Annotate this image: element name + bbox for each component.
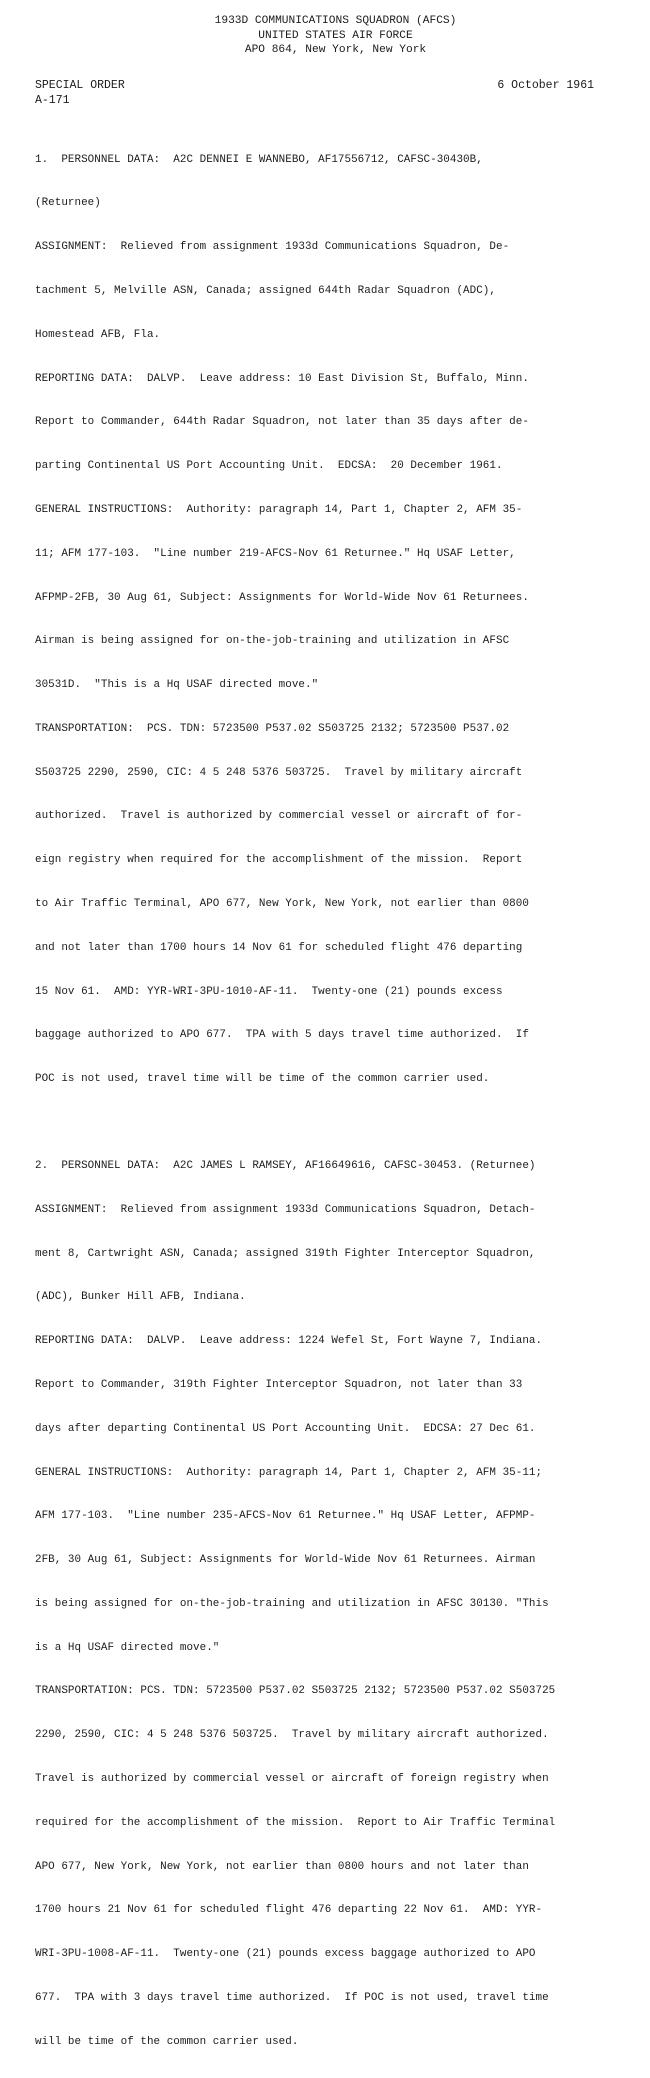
paragraph-line: tachment 5, Melville ASN, Canada; assigned 644th Radar Squadron (ADC), (35, 285, 496, 298)
paragraph-line: TRANSPORTATION: PCS. TDN: 5723500 P537.02 S503725 2132; 5723500 P537.02 S503725 (35, 1685, 556, 1698)
paragraph-line: (Returnee) (35, 197, 101, 210)
paragraph-line: eign registry when required for the accomplishment of the mission. Report (35, 854, 523, 867)
paragraph-line: baggage authorized to APO 677. TPA with 5 days travel time authorized. If (35, 1029, 529, 1042)
paragraph-line: ASSIGNMENT: Relieved from assignment 1933d Communications Squadron, De- (35, 241, 510, 254)
paragraph-line: parting Continental US Port Accounting Unit. EDCSA: 20 December 1961. (35, 460, 503, 473)
order-type: SPECIAL ORDER (35, 78, 125, 92)
paragraph-line: authorized. Travel is authorized by commercial vessel or aircraft of for- (35, 810, 523, 823)
paragraph-line: is a Hq USAF directed move." (35, 1641, 220, 1654)
paragraph-line: REPORTING DATA: DALVP. Leave address: 10 East Division St, Buffalo, Minn. (35, 372, 529, 385)
paragraph-line: APO 677, New York, New York, not earlier than 0800 hours and not later than (35, 1860, 529, 1873)
unit-name: 1933D COMMUNICATIONS SQUADRON (AFCS) (214, 15, 457, 27)
paragraph-line: and not later than 1700 hours 14 Nov 61 for scheduled flight 476 departing (35, 941, 523, 954)
paragraph-line: Report to Commander, 319th Fighter Interceptor Squadron, not later than 33 (35, 1378, 523, 1391)
paragraph-line: Report to Commander, 644th Radar Squadron, not later than 35 days after de- (35, 416, 529, 429)
paragraph-line: 2290, 2590, CIC: 4 5 248 5376 503725. Travel by military aircraft authorized. (35, 1729, 549, 1742)
paragraph-line: TRANSPORTATION: PCS. TDN: 5723500 P537.02 S503725 2132; 5723500 P537.02 (35, 722, 510, 735)
paragraph-line: 11; AFM 177-103. "Line number 219-AFCS-Nov 61 Returnee." Hq USAF Letter, (35, 547, 516, 560)
paragraph-line: Airman is being assigned for on-the-job-training and utilization in AFSC (35, 635, 510, 648)
paragraph-line: WRI-3PU-1008-AF-11. Twenty-one (21) pounds excess baggage authorized to APO (35, 1948, 536, 1961)
paragraph-2 (35, 1130, 636, 2078)
service-name: UNITED STATES AIR FORCE (258, 29, 413, 42)
paragraph-line: AFM 177-103. "Line number 235-AFCS-Nov 61 Returnee." Hq USAF Letter, AFPMP- (35, 1510, 536, 1523)
paragraph-line: required for the accomplishment of the mission. Report to Air Traffic Terminal (35, 1816, 556, 1829)
paragraph-line: 2FB, 30 Aug 61, Subject: Assignments for World-Wide Nov 61 Returnees. Airman (35, 1554, 536, 1567)
paragraph-line: 1700 hours 21 Nov 61 for scheduled flight 476 departing 22 Nov 61. AMD: YYR- (35, 1904, 543, 1917)
paragraph-line: 30531D. "This is a Hq USAF directed move." (35, 679, 319, 692)
letterhead (35, 14, 636, 58)
paragraph-line: S503725 2290, 2590, CIC: 4 5 248 5376 503725. Travel by military aircraft (35, 766, 523, 779)
order-number: A-171 (35, 93, 70, 107)
paragraph-line: days after departing Continental US Port Accounting Unit. EDCSA: 27 Dec 61. (35, 1422, 536, 1435)
paragraph-line: Travel is authorized by commercial vessel or aircraft of foreign registry when (35, 1773, 549, 1785)
paragraph-line: 2. PERSONNEL DATA: A2C JAMES L RAMSEY, AF16649616, CAFSC-30453. (Returnee) (35, 1160, 536, 1173)
paragraph-line: AFPMP-2FB, 30 Aug 61, Subject: Assignments for World-Wide Nov 61 Returnees. (35, 591, 529, 604)
paragraph-line: 15 Nov 61. AMD: YYR-WRI-3PU-1010-AF-11. Twenty-one (21) pounds excess (35, 985, 503, 998)
paragraph-line: POC is not used, travel time will be time of the common carrier used. (35, 1073, 490, 1086)
order-heading-row (35, 78, 636, 93)
paragraph-line: ASSIGNMENT: Relieved from assignment 1933d Communications Squadron, Detach- (35, 1203, 536, 1216)
paragraph-line: ment 8, Cartwright ASN, Canada; assigned 319th Fighter Interceptor Squadron, (35, 1247, 536, 1260)
paragraph-line: will be time of the common carrier used. (35, 2035, 299, 2048)
paragraph-line: Homestead AFB, Fla. (35, 328, 161, 341)
paragraph-line: 1. PERSONNEL DATA: A2C DENNEI E WANNEBO, AF17556712, CAFSC-30430B, (35, 153, 483, 166)
paragraph-line: 677. TPA with 3 days travel time authorized. If POC is not used, travel time (35, 1991, 549, 2004)
order-date: 6 October 1961 (497, 78, 594, 92)
paragraph-line: to Air Traffic Terminal, APO 677, New York, New York, not earlier than 0800 (35, 897, 529, 910)
paragraph-line: GENERAL INSTRUCTIONS: Authority: paragraph 14, Part 1, Chapter 2, AFM 35- (35, 503, 523, 516)
paragraph-line: GENERAL INSTRUCTIONS: Authority: paragraph 14, Part 1, Chapter 2, AFM 35-11; (35, 1466, 543, 1479)
paragraph-line: REPORTING DATA: DALVP. Leave address: 1224 Wefel St, Fort Wayne 7, Indiana. (35, 1335, 543, 1348)
paragraph-1 (35, 124, 636, 1116)
paragraph-line: (ADC), Bunker Hill AFB, Indiana. (35, 1291, 246, 1304)
paragraph-line: is being assigned for on-the-job-training and utilization in AFSC 30130. "This (35, 1597, 549, 1610)
apo-address: APO 864, New York, New York (244, 44, 427, 56)
